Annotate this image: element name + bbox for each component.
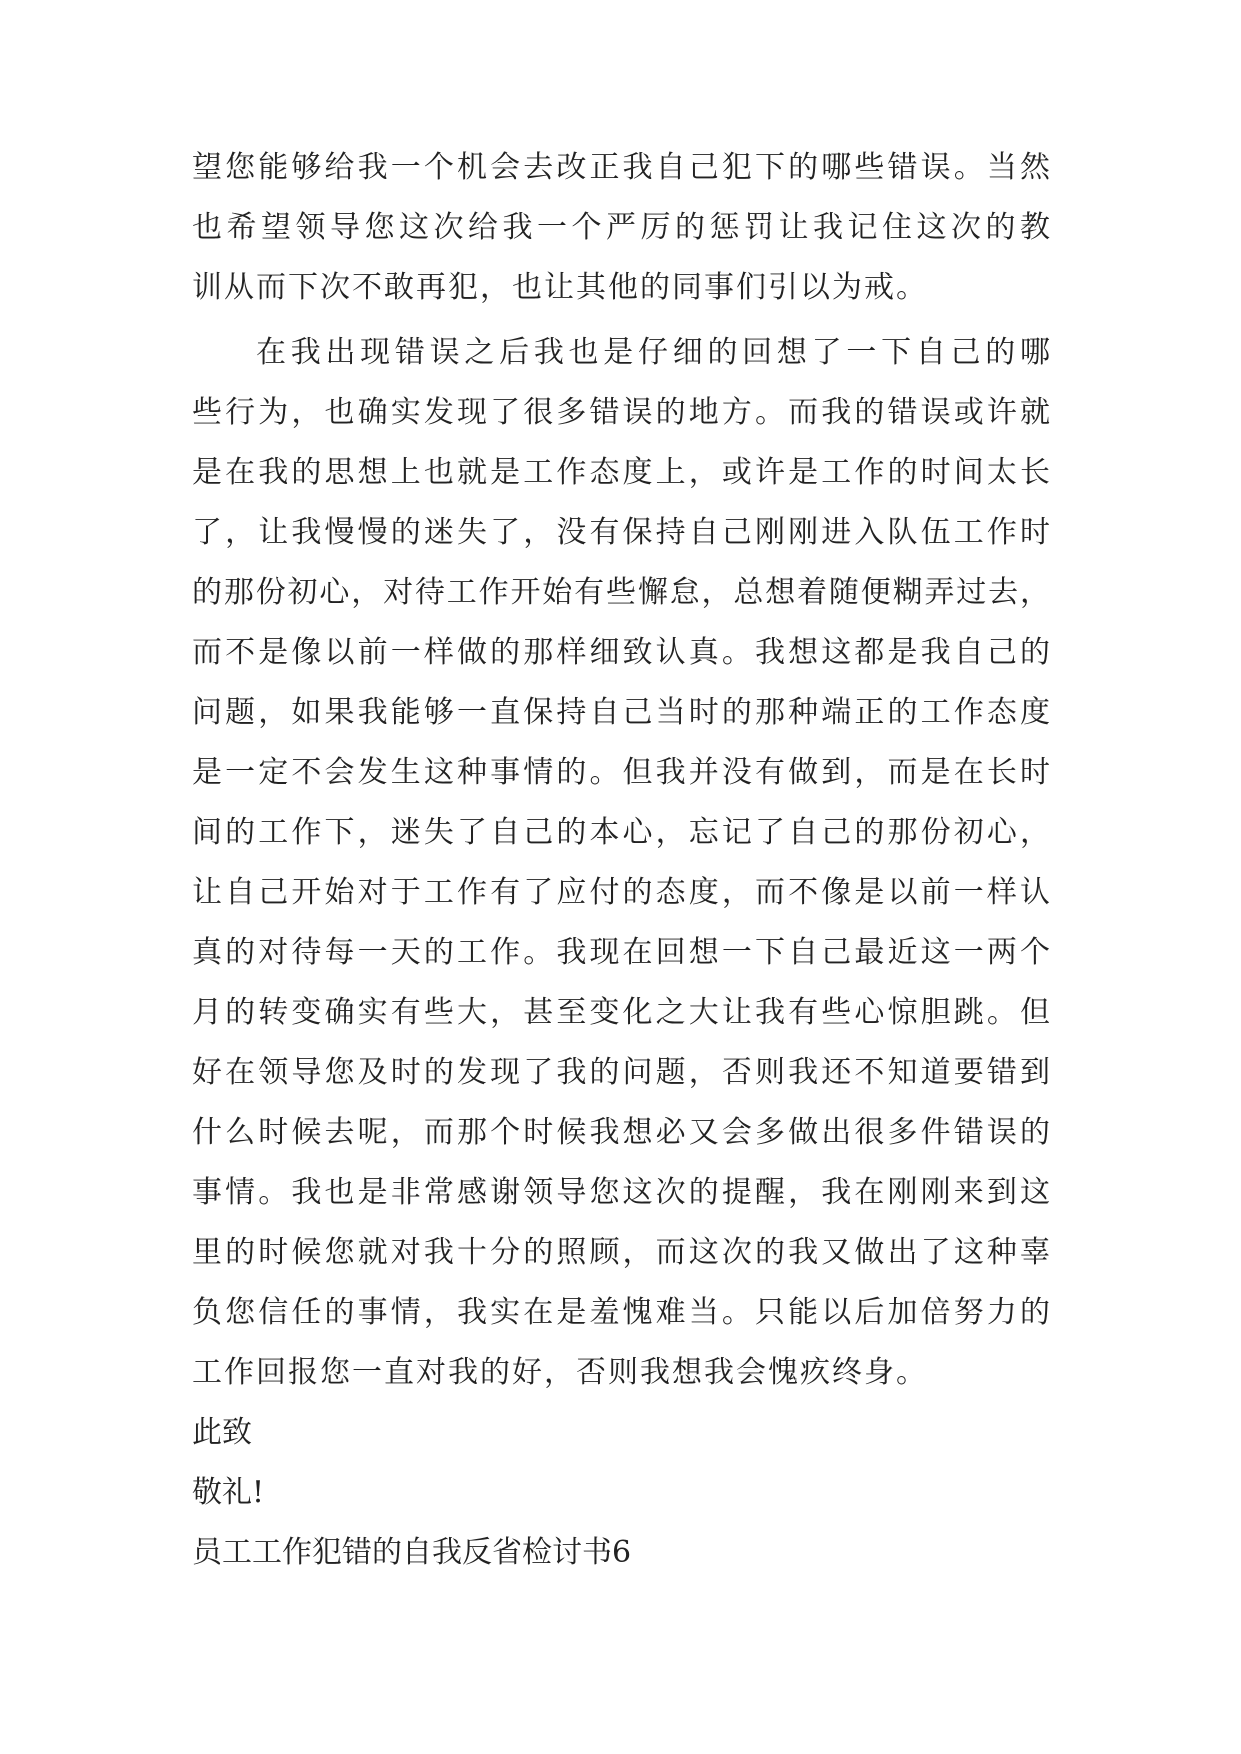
closing-salutation: 此致	[192, 1415, 252, 1450]
paragraph2-line-13: 好在领导您及时的发现了我的问题，否则我还不知道要错到	[192, 1055, 1050, 1090]
paragraph2-line-16: 里的时候您就对我十分的照顾，而这次的我又做出了这种辜	[192, 1235, 1050, 1270]
paragraph2-line-11: 真的对待每一天的工作。我现在回想一下自己最近这一两个	[192, 935, 1050, 970]
paragraph2-line-17: 负您信任的事情，我实在是羞愧难当。只能以后加倍努力的	[192, 1295, 1050, 1330]
paragraph2-line-14: 什么时候去呢，而那个时候我想必又会多做出很多件错误的	[192, 1115, 1050, 1150]
paragraph2-line-3: 是在我的思想上也就是工作态度上，或许是工作的时间太长	[192, 455, 1050, 490]
paragraph2-line-1: 在我出现错误之后我也是仔细的回想了一下自己的哪	[256, 335, 1050, 370]
paragraph1-line-2: 也希望领导您这次给我一个严厉的惩罚让我记住这次的教	[192, 210, 1050, 245]
paragraph1-line-3: 训从而下次不敢再犯，也让其他的同事们引以为戒。	[192, 270, 928, 305]
paragraph2-line-12: 月的转变确实有些大，甚至变化之大让我有些心惊胆跳。但	[192, 995, 1050, 1030]
paragraph2-line-10: 让自己开始对于工作有了应付的态度，而不像是以前一样认	[192, 875, 1050, 910]
paragraph2-line-4: 了，让我慢慢的迷失了，没有保持自己刚刚进入队伍工作时	[192, 515, 1050, 550]
paragraph2-line-9: 间的工作下，迷失了自己的本心，忘记了自己的那份初心，	[192, 815, 1050, 850]
paragraph2-line-7: 问题，如果我能够一直保持自己当时的那种端正的工作态度	[192, 695, 1050, 730]
closing-regards: 敬礼!	[192, 1475, 265, 1510]
paragraph1-line-1: 望您能够给我一个机会去改正我自己犯下的哪些错误。当然	[192, 150, 1050, 185]
paragraph2-line-5: 的那份初心，对待工作开始有些懈怠，总想着随便糊弄过去，	[192, 575, 1050, 610]
paragraph2-line-8: 是一定不会发生这种事情的。但我并没有做到，而是在长时	[192, 755, 1050, 790]
next-section-title: 员工工作犯错的自我反省检讨书6	[192, 1535, 632, 1570]
paragraph2-line-18: 工作回报您一直对我的好，否则我想我会愧疚终身。	[192, 1355, 928, 1390]
paragraph2-line-6: 而不是像以前一样做的那样细致认真。我想这都是我自己的	[192, 635, 1050, 670]
paragraph2-line-15: 事情。我也是非常感谢领导您这次的提醒，我在刚刚来到这	[192, 1175, 1050, 1210]
paragraph2-line-2: 些行为，也确实发现了很多错误的地方。而我的错误或许就	[192, 395, 1050, 430]
